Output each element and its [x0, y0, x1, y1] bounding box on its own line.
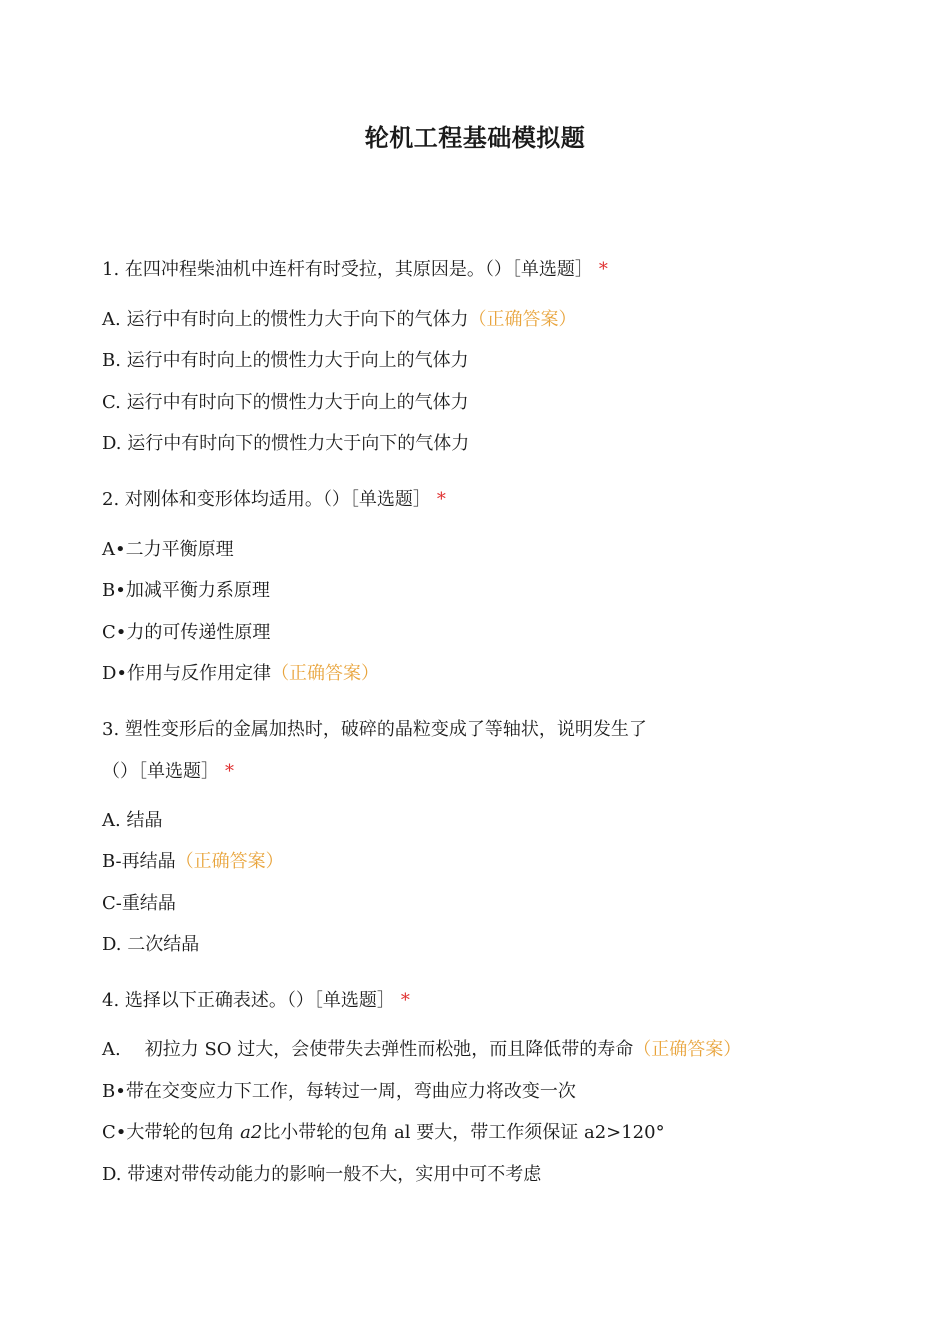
question-3-option-c: C-重结晶 — [102, 893, 176, 914]
required-mark: * — [436, 489, 446, 510]
required-mark: * — [400, 990, 410, 1011]
question-1-option-b: B. 运行中有时向上的惯性力大于向上的气体力 — [102, 350, 469, 371]
question-1-option-a — [102, 308, 576, 332]
option-text-italic: a2 — [240, 1122, 263, 1143]
question-2-option-d — [102, 662, 379, 686]
question-text: （）［单选题］ — [102, 761, 219, 782]
question-2-option-a: A•二力平衡原理 — [102, 539, 234, 560]
correct-answer-label: （正确答案） — [468, 309, 577, 330]
correct-answer-label: （正确答案） — [633, 1039, 742, 1060]
question-4-option-b: B•带在交变应力下工作，每转过一周，弯曲应力将改变一次 — [102, 1081, 576, 1102]
question-1-option-c: C. 运行中有时向下的惯性力大于向上的气体力 — [102, 392, 469, 413]
option-text: D•作用与反作用定律 — [102, 663, 272, 684]
correct-answer-label: （正确答案） — [175, 851, 284, 872]
question-text: 2. 对刚体和变形体均适用。（）［单选题］ — [102, 489, 431, 510]
question-3-option-b — [102, 850, 284, 874]
question-1-stem — [102, 258, 608, 282]
question-2-stem — [102, 488, 446, 512]
option-text-part-2: 比小带轮的包角 al 要大，带工作须保证 a2>120° — [262, 1122, 665, 1143]
required-mark: * — [225, 761, 234, 782]
page-title: 轮机工程基础模拟题 — [364, 124, 586, 152]
question-3-option-d: D. 二次结晶 — [102, 934, 200, 955]
question-4-stem — [102, 989, 410, 1013]
question-4-option-d: D. 带速对带传动能力的影响一般不大，实用中可不考虑 — [102, 1164, 542, 1185]
option-prefix: A. — [102, 1039, 121, 1060]
correct-answer-label: （正确答案） — [271, 663, 380, 684]
question-4-option-c — [102, 1121, 665, 1145]
question-text: 1. 在四冲程柴油机中连杆有时受拉，其原因是。（）［单选题］ — [102, 259, 593, 280]
question-text: 4. 选择以下正确表述。（）［单选题］ — [102, 990, 395, 1011]
question-3-stem-line-1: 3. 塑性变形后的金属加热时，破碎的晶粒变成了等轴状，说明发生了 — [102, 719, 647, 740]
question-3-option-a: A. 结晶 — [102, 810, 163, 831]
question-2-option-b: B•加减平衡力系原理 — [102, 580, 270, 601]
option-text-part-1: C•大带轮的包角 — [102, 1122, 241, 1143]
question-1-option-d: D. 运行中有时向下的惯性力大于向下的气体力 — [102, 433, 470, 454]
question-2-option-c: C•力的可传递性原理 — [102, 622, 271, 643]
option-text: 初拉力 SO 过大，会使带失去弹性而松弛，而且降低带的寿命 — [144, 1039, 634, 1060]
option-text: A. 运行中有时向上的惯性力大于向下的气体力 — [102, 309, 469, 330]
option-text: B-再结晶 — [102, 851, 176, 872]
question-4-option-a — [102, 1038, 741, 1062]
question-3-stem-line-2 — [102, 760, 234, 784]
required-mark: * — [598, 259, 608, 280]
